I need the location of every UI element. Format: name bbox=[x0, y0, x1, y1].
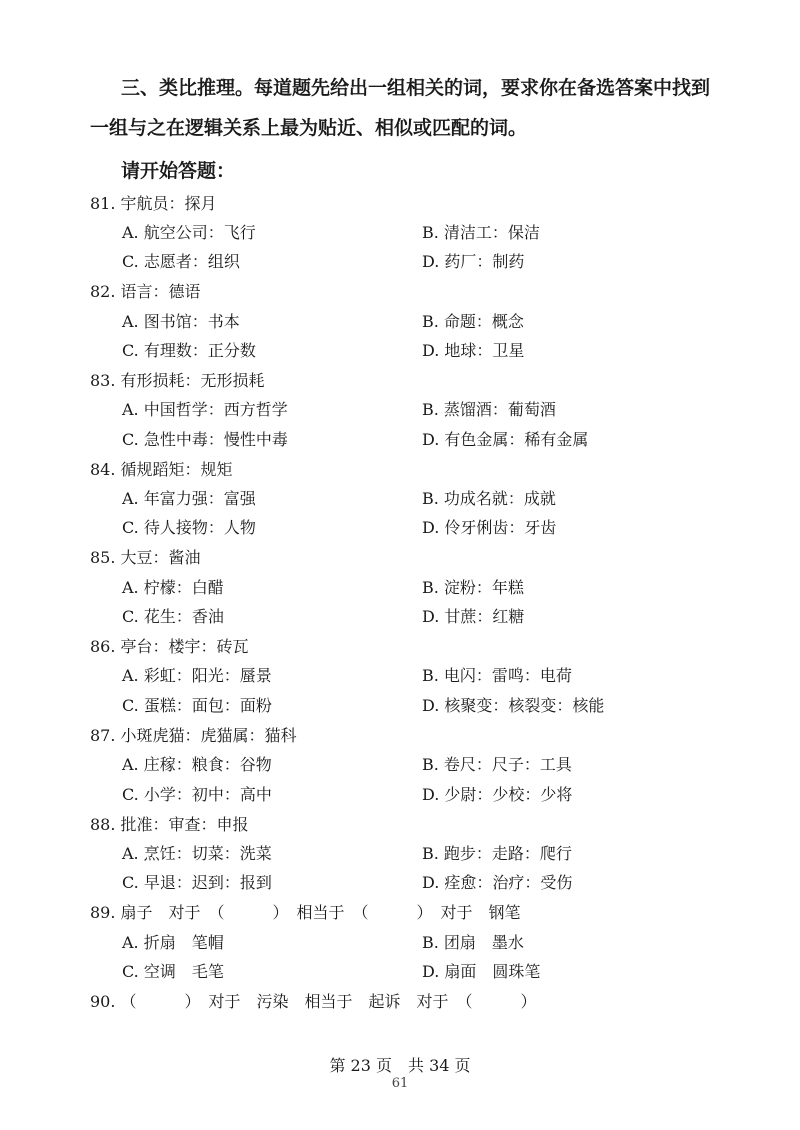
page-sub-number: 61 bbox=[391, 1076, 409, 1091]
option-c: C. 小学：初中：高中 bbox=[122, 785, 272, 804]
option-a: A. 中国哲学：西方哲学 bbox=[122, 400, 288, 419]
option-b: B. 功成名就：成就 bbox=[422, 489, 556, 508]
heading-line-1: 三、类比推理。每道题先给出一组相关的词，要求你在备选答案中找到 bbox=[121, 77, 711, 99]
option-b: B. 命题：概念 bbox=[422, 312, 524, 331]
option-b: B. 卷尺：尺子：工具 bbox=[422, 755, 572, 774]
option-a: A. 航空公司：飞行 bbox=[122, 223, 256, 242]
heading-line-2: 一组与之在逻辑关系上最为贴近、相似或匹配的词。 bbox=[90, 117, 528, 139]
option-d: D. 伶牙俐齿：牙齿 bbox=[422, 518, 557, 537]
page-number: 第 23 页 共 34 页 bbox=[329, 1056, 471, 1075]
option-d: D. 有色金属：稀有金属 bbox=[422, 430, 589, 449]
question-stem: 86. 亭台：楼宇：砖瓦 bbox=[90, 637, 249, 656]
option-b: B. 电闪：雷鸣：电荷 bbox=[422, 666, 572, 685]
question-stem: 88. 批准：审查：申报 bbox=[90, 815, 249, 834]
option-c: C. 早退：迟到：报到 bbox=[122, 873, 272, 892]
question-stem: 81. 宇航员：探月 bbox=[90, 194, 217, 213]
option-a: A. 年富力强：富强 bbox=[122, 489, 256, 508]
option-c: C. 有理数：正分数 bbox=[122, 341, 256, 360]
option-c: C. 空调 毛笔 bbox=[122, 962, 224, 981]
option-d: D. 甘蔗：红糖 bbox=[422, 607, 525, 626]
option-c: C. 蛋糕：面包：面粉 bbox=[122, 696, 272, 715]
option-a: A. 图书馆：书本 bbox=[122, 312, 240, 331]
option-b: B. 蒸馏酒：葡萄酒 bbox=[422, 400, 556, 419]
option-c: C. 待人接物：人物 bbox=[122, 518, 256, 537]
option-b: B. 团扇 墨水 bbox=[422, 933, 524, 952]
option-d: D. 地球：卫星 bbox=[422, 341, 525, 360]
option-b: B. 跑步：走路：爬行 bbox=[422, 844, 572, 863]
option-a: A. 折扇 笔帽 bbox=[122, 933, 224, 952]
option-d: D. 核聚变：核裂变：核能 bbox=[422, 696, 605, 715]
option-d: D. 少尉：少校：少将 bbox=[422, 785, 573, 804]
start-prompt: 请开始答题： bbox=[121, 160, 236, 182]
option-a: A. 彩虹：阳光：蜃景 bbox=[122, 666, 272, 685]
question-stem: 90. （ ） 对于 污染 相当于 起诉 对于 （ ） bbox=[90, 992, 537, 1011]
question-stem: 89. 扇子 对于 （ ） 相当于 （ ） 对于 钢笔 bbox=[90, 903, 521, 922]
option-a: A. 庄稼：粮食：谷物 bbox=[122, 755, 272, 774]
option-d: D. 扇面 圆珠笔 bbox=[422, 962, 541, 981]
option-c: C. 急性中毒：慢性中毒 bbox=[122, 430, 288, 449]
question-stem: 83. 有形损耗：无形损耗 bbox=[90, 371, 265, 390]
option-c: C. 花生：香油 bbox=[122, 607, 224, 626]
option-a: A. 烹饪：切菜：洗菜 bbox=[122, 844, 272, 863]
option-c: C. 志愿者：组织 bbox=[122, 252, 240, 271]
question-stem: 87. 小斑虎猫：虎猫属：猫科 bbox=[90, 726, 297, 745]
option-d: D. 痊愈：治疗：受伤 bbox=[422, 873, 573, 892]
question-stem: 84. 循规蹈矩：规矩 bbox=[90, 460, 233, 479]
option-b: B. 淀粉：年糕 bbox=[422, 578, 524, 597]
option-d: D. 药厂：制药 bbox=[422, 252, 525, 271]
option-a: A. 柠檬：白醋 bbox=[122, 578, 224, 597]
question-stem: 85. 大豆：酱油 bbox=[90, 548, 201, 567]
option-b: B. 清洁工：保洁 bbox=[422, 223, 540, 242]
question-stem: 82. 语言：德语 bbox=[90, 282, 201, 301]
